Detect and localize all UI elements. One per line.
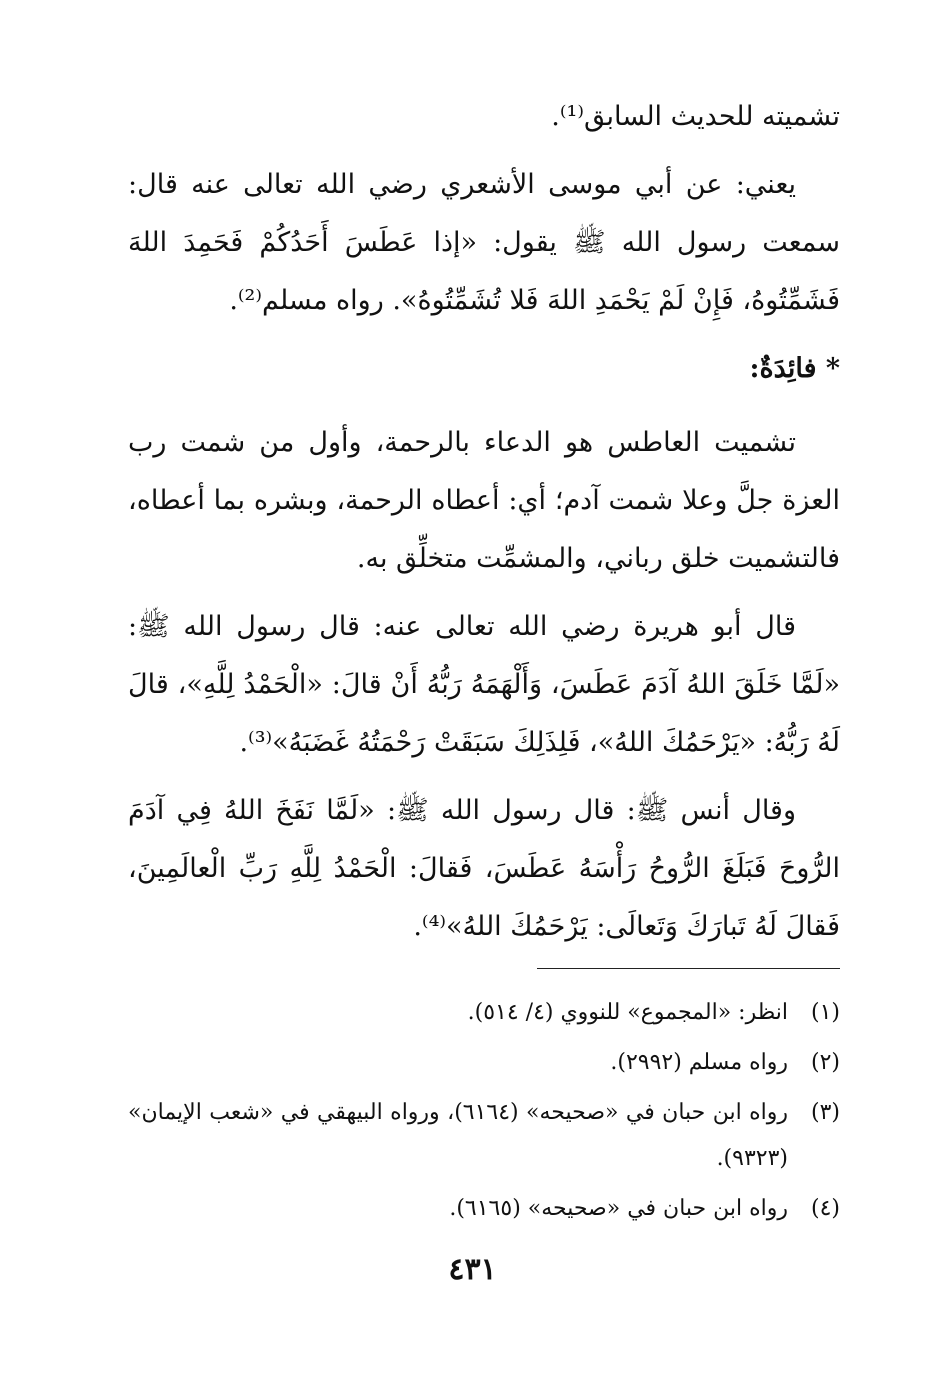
page-number: ٤٣١: [448, 1252, 497, 1287]
footnote-divider: [537, 968, 840, 969]
paragraph-1: تشميته للحديث السابق⁽¹⁾.: [551, 101, 840, 132]
footnote-3: [128, 1090, 840, 1182]
footnote-4: [128, 1186, 840, 1232]
paragraph-5: وقال أنس ﷺ: قال رسول الله ﷺ: «لَمَّا نَفَخَ اللهُ فِي آدَمَ الرُّوحَ فَبَلَغَ الرُّوحُ رَأْسَهُ عَطَسَ، فَقالَ: الْحَمْدُ لِلَّهِ رَبِّ الْعالَمِينَ، فَقالَ لَهُ تَبارَكَ وَتَعالَى: يَرْحَمُكَ اللهُ»⁽⁴⁾.: [128, 795, 840, 942]
paragraph-3: تشميت العاطس هو الدعاء بالرحمة، وأول من شمت رب العزة جلَّ وعلا شمت آدم؛ أي: أعطاه الرحمة، وبشره بما أعطاه، فالتشميت خلق رباني، والمشمِّت متخلِّق به.: [128, 427, 840, 574]
section-heading: * فائِدَةٌ:: [749, 353, 840, 384]
footnote-number: (١): [810, 1000, 840, 1025]
footnote-number: (٤): [810, 1196, 840, 1221]
paragraph-2: يعني: عن أبي موسى الأشعري رضي الله تعالى عنه قال: سمعت رسول الله ﷺ يقول: «إذا عَطَسَ أَحَدُكُمْ فَحَمِدَ اللهَ فَشَمِّتُوهُ، فَإِنْ لَمْ يَحْمَدِ اللهَ فَلا تُشَمِّتُوهُ». رواه مسلم⁽²⁾.: [128, 169, 840, 316]
footnote-number: (٢): [810, 1050, 840, 1075]
footnote-number: (٣): [810, 1100, 840, 1125]
footnote-2: [128, 1040, 840, 1086]
footnote-text: رواه مسلم (٢٩٩٢).: [610, 1050, 788, 1075]
paragraph-4: قال أبو هريرة رضي الله تعالى عنه: قال رسول الله ﷺ: «لَمَّا خَلَقَ اللهُ آدَمَ عَطَسَ، وَأَلْهَمَهُ رَبُّهُ أَنْ قالَ: «الْحَمْدُ لِلَّهِ»، قالَ لَهُ رَبُّهُ: «يَرْحَمُكَ اللهُ»، فَلِذَلِكَ سَبَقَتْ رَحْمَتُهُ غَضَبَهُ»⁽³⁾.: [128, 611, 840, 758]
footnote-1: [128, 990, 840, 1036]
main-text: [128, 88, 840, 966]
footnote-text: رواه ابن حبان في «صحيحه» (٦١٦٤)، ورواه البيهقي في «شعب الإيمان» (٩٣٢٣).: [128, 1100, 788, 1171]
footnote-text: انظر: «المجموع» للنووي (٤/ ٥١٤).: [467, 1000, 788, 1025]
footnotes: [128, 990, 840, 1236]
footnote-text: رواه ابن حبان في «صحيحه» (٦١٦٥).: [449, 1196, 788, 1221]
